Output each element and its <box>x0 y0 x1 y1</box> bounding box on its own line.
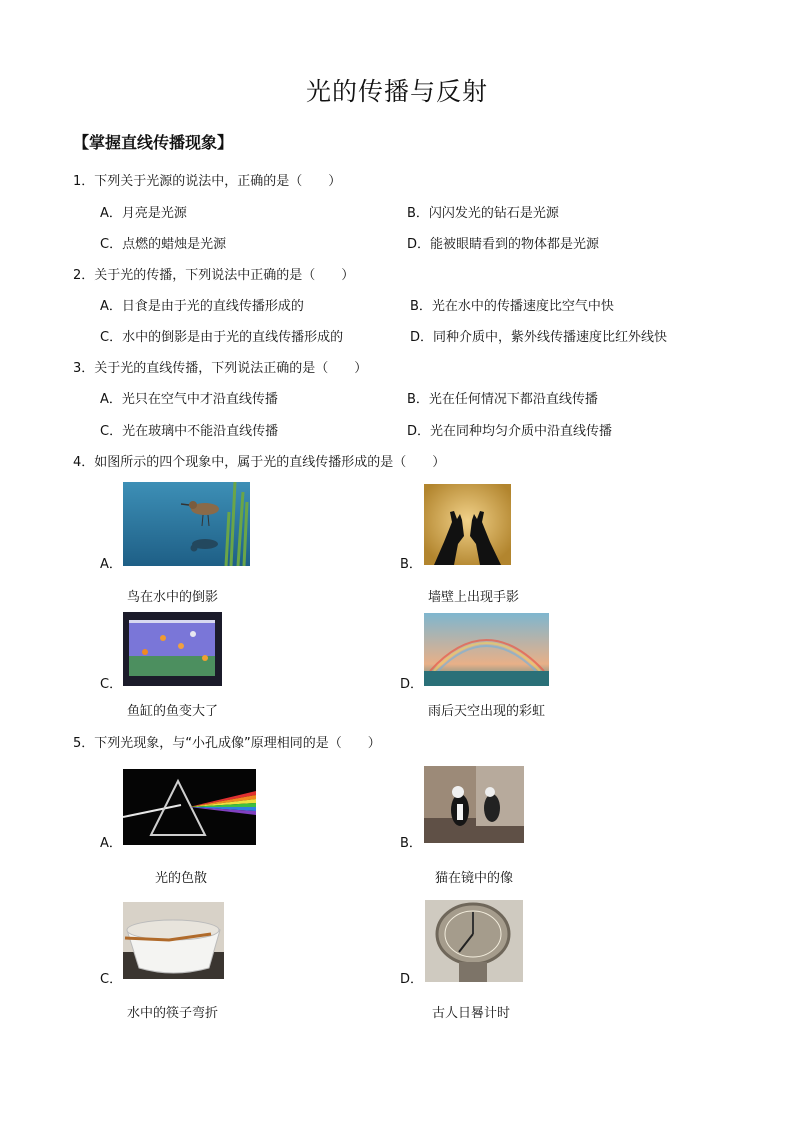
question-5-stem: 5．下列光现象，与“小孔成像”原理相同的是（ ） <box>73 736 381 751</box>
question-2-option-d[interactable]: D．同种介质中，紫外线传播速度比红外线快 <box>410 330 668 345</box>
fish-tank-image <box>123 612 222 686</box>
question-4-caption-b: 墙壁上出现手影 <box>428 590 520 605</box>
bird-reflection-image <box>123 482 250 566</box>
question-2-option-a[interactable]: A．日食是由于光的直线传播形成的 <box>100 299 304 314</box>
question-3-option-a[interactable]: A．光只在空气中才沿直线传播 <box>100 392 278 407</box>
question-4-option-c[interactable]: C． <box>100 677 123 692</box>
bowl-chopsticks-image <box>123 902 224 979</box>
page-title: 光的传播与反射 <box>305 77 488 106</box>
question-5-caption-b: 猫在镜中的像 <box>435 871 514 886</box>
question-4-caption-a: 鸟在水中的倒影 <box>127 590 219 605</box>
question-5-option-b[interactable]: B． <box>400 836 422 851</box>
question-5-option-c[interactable]: C． <box>100 972 123 987</box>
question-5-caption-a: 光的色散 <box>155 871 208 886</box>
question-2-stem: 2．关于光的传播，下列说法中正确的是（ ） <box>73 268 355 283</box>
question-1-option-b[interactable]: B．闪闪发光的钻石是光源 <box>407 206 559 221</box>
question-1-option-d[interactable]: D．能被眼睛看到的物体都是光源 <box>407 237 600 252</box>
question-5-option-a[interactable]: A． <box>100 836 122 851</box>
question-2-option-c[interactable]: C．水中的倒影是由于光的直线传播形成的 <box>100 330 344 345</box>
question-3-option-d[interactable]: D．光在同种均匀介质中沿直线传播 <box>407 424 613 439</box>
prism-dispersion-image <box>123 769 256 845</box>
question-4-stem: 4．如图所示的四个现象中，属于光的直线传播形成的是（ ） <box>73 455 446 470</box>
question-3-stem: 3．关于光的直线传播，下列说法正确的是（ ） <box>73 361 368 376</box>
section-heading: 【掌握直线传播现象】 <box>73 133 234 152</box>
question-4-caption-c: 鱼缸的鱼变大了 <box>127 704 219 719</box>
rainbow-image <box>424 613 549 686</box>
question-4-caption-d: 雨后天空出现的彩虹 <box>428 704 546 719</box>
question-4-option-a[interactable]: A． <box>100 557 122 572</box>
question-3-option-c[interactable]: C．光在玻璃中不能沿直线传播 <box>100 424 279 439</box>
question-2-option-b[interactable]: B．光在水中的传播速度比空气中快 <box>410 299 614 314</box>
question-1-option-c[interactable]: C．点燃的蜡烛是光源 <box>100 237 227 252</box>
question-1-option-a[interactable]: A．月亮是光源 <box>100 206 187 221</box>
question-1-stem: 1．下列关于光源的说法中，正确的是（ ） <box>73 174 342 189</box>
question-4-option-d[interactable]: D． <box>400 677 424 692</box>
question-5-caption-c: 水中的筷子弯折 <box>127 1006 219 1021</box>
question-4-option-b[interactable]: B． <box>400 557 422 572</box>
sundial-image <box>425 900 523 982</box>
cat-mirror-image <box>424 766 524 843</box>
question-5-option-d[interactable]: D． <box>400 972 424 987</box>
hand-shadow-image <box>424 484 511 565</box>
question-3-option-b[interactable]: B．光在任何情况下都沿直线传播 <box>407 392 598 407</box>
question-5-caption-d: 古人日晷计时 <box>432 1006 511 1021</box>
